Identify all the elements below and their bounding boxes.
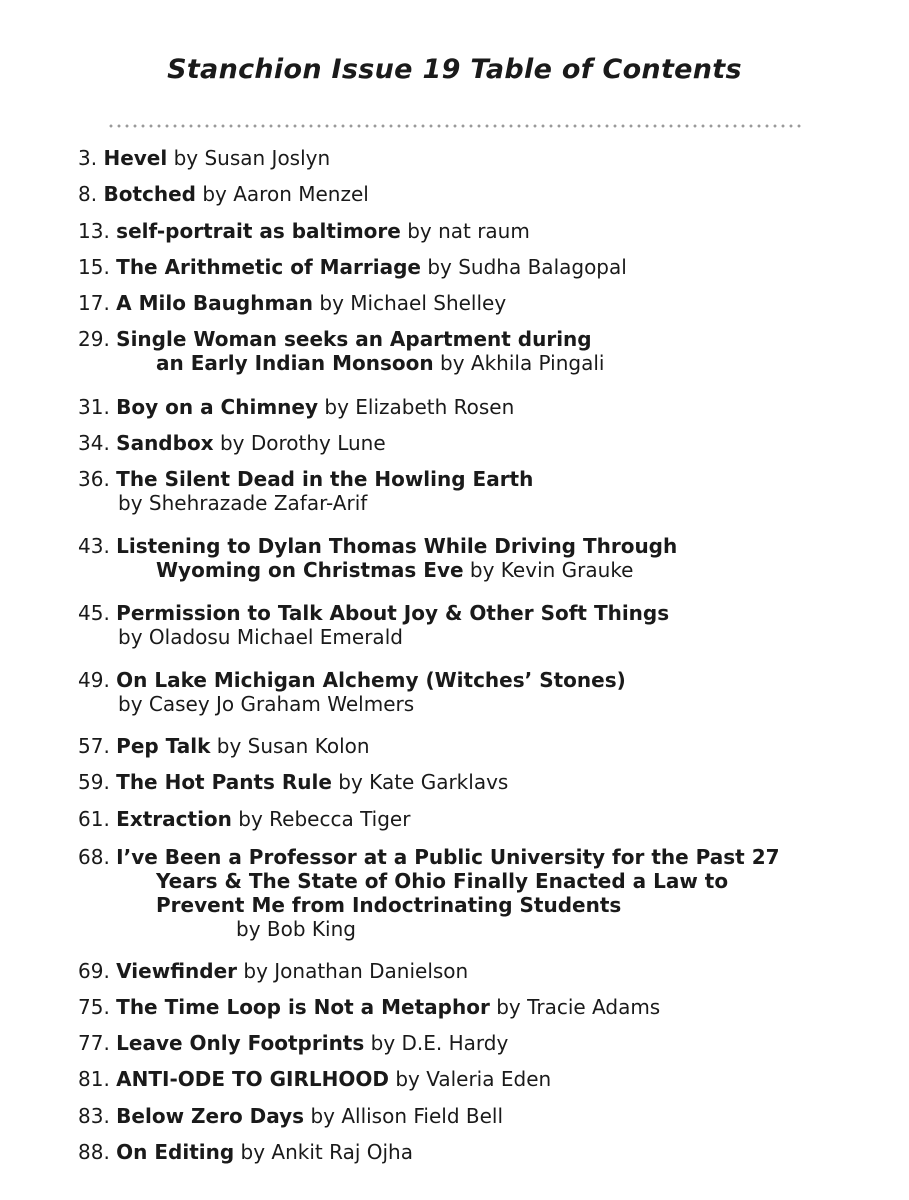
entry-title: Hevel xyxy=(103,146,168,170)
page-number: 29. xyxy=(78,327,110,351)
entry-author: by Susan Kolon xyxy=(216,734,370,758)
entry-title: On Lake Michigan Alchemy (Witches’ Stones) xyxy=(116,668,626,692)
toc-entry xyxy=(78,291,506,315)
entry-title: Single Woman seeks an Apartment during xyxy=(116,327,592,351)
toc-entry xyxy=(78,146,330,170)
toc-entry xyxy=(78,1104,503,1128)
entry-author: by Shehrazade Zafar-Arif xyxy=(118,491,368,515)
page-number: 81. xyxy=(78,1067,110,1091)
page-number: 36. xyxy=(78,467,110,491)
entry-title-continued: Wyoming on Christmas Eve xyxy=(156,558,464,582)
entry-author: by Elizabeth Rosen xyxy=(324,395,515,419)
entry-title: Viewfinder xyxy=(116,959,238,983)
page-number: 75. xyxy=(78,995,110,1019)
entry-author: by Jonathan Danielson xyxy=(243,959,469,983)
entry-title: Extraction xyxy=(116,807,232,831)
entry-title: Boy on a Chimney xyxy=(116,395,319,419)
page-number: 61. xyxy=(78,807,110,831)
toc-entry xyxy=(78,845,780,941)
entry-title: self-portrait as baltimore xyxy=(116,219,401,243)
page-number: 17. xyxy=(78,291,110,315)
entry-author: by Dorothy Lune xyxy=(219,431,386,455)
entry-title-continued: Years & The State of Ohio Finally Enacted a Law to xyxy=(156,869,729,893)
entry-author: by Kate Garklavs xyxy=(338,770,509,794)
entry-title: I’ve Been a Professor at a Public University for the Past 27 xyxy=(116,845,780,869)
entry-author: by Valeria Eden xyxy=(395,1067,552,1091)
entry-author: by Aaron Menzel xyxy=(202,182,369,206)
toc-entry xyxy=(78,668,626,716)
entry-author: by Michael Shelley xyxy=(319,291,507,315)
entry-title: Permission to Talk About Joy & Other Soft Things xyxy=(116,601,670,625)
toc-entry xyxy=(78,1140,413,1164)
page-number: 8. xyxy=(78,182,98,206)
entry-title: On Editing xyxy=(116,1140,235,1164)
toc-entry xyxy=(78,601,669,649)
entry-author: by Sudha Balagopal xyxy=(427,255,627,279)
entry-title-continued: Prevent Me from Indoctrinating Students xyxy=(156,893,622,917)
entry-author: by Kevin Grauke xyxy=(469,558,634,582)
entry-author: by Susan Joslyn xyxy=(173,146,331,170)
page-number: 45. xyxy=(78,601,110,625)
entry-title: The Arithmetic of Marriage xyxy=(116,255,421,279)
entry-title: ANTI-ODE TO GIRLHOOD xyxy=(116,1067,389,1091)
page-number: 3. xyxy=(78,146,98,170)
toc-entry xyxy=(78,395,514,419)
page-number: 59. xyxy=(78,770,110,794)
page-number: 43. xyxy=(78,534,110,558)
toc-entry xyxy=(78,534,677,582)
toc-entry xyxy=(78,1031,508,1055)
entry-title: Pep Talk xyxy=(116,734,211,758)
toc-entry xyxy=(78,807,410,831)
page-number: 77. xyxy=(78,1031,110,1055)
entry-title: The Time Loop is Not a Metaphor xyxy=(116,995,490,1019)
page-number: 13. xyxy=(78,219,110,243)
page-number: 49. xyxy=(78,668,110,692)
page-number: 69. xyxy=(78,959,110,983)
entry-title: Below Zero Days xyxy=(116,1104,305,1128)
entry-title-continued: an Early Indian Monsoon xyxy=(156,351,434,375)
entry-author: by Akhila Pingali xyxy=(440,351,605,375)
entry-author: by Bob King xyxy=(236,917,356,941)
page-number: 68. xyxy=(78,845,110,869)
toc-entry xyxy=(78,327,604,375)
toc-entry xyxy=(78,959,468,983)
toc-entry xyxy=(78,255,627,279)
toc-entry xyxy=(78,182,369,206)
page-title: Stanchion Issue 19 Table of Contents xyxy=(167,54,742,85)
entry-title: The Hot Pants Rule xyxy=(116,770,332,794)
entry-author: by Rebecca Tiger xyxy=(238,807,411,831)
toc-entry xyxy=(78,770,508,794)
entry-title: The Silent Dead in the Howling Earth xyxy=(116,467,534,491)
toc-entry xyxy=(78,431,386,455)
toc-entry xyxy=(78,219,530,243)
page-number: 15. xyxy=(78,255,110,279)
page-number: 57. xyxy=(78,734,110,758)
entry-author: by Allison Field Bell xyxy=(310,1104,504,1128)
entry-title: Sandbox xyxy=(116,431,214,455)
toc-entry xyxy=(78,734,370,758)
entry-author: by D.E. Hardy xyxy=(370,1031,509,1055)
toc-entry xyxy=(78,467,533,515)
entry-author: by Ankit Raj Ojha xyxy=(240,1140,413,1164)
entry-title: A Milo Baughman xyxy=(116,291,314,315)
entry-author: by nat raum xyxy=(407,219,530,243)
toc-entry xyxy=(78,1067,551,1091)
page-number: 31. xyxy=(78,395,110,419)
page-number: 34. xyxy=(78,431,110,455)
entry-author: by Oladosu Michael Emerald xyxy=(118,625,403,649)
toc-entry xyxy=(78,995,660,1019)
entry-title: Leave Only Footprints xyxy=(116,1031,365,1055)
entry-author: by Casey Jo Graham Welmers xyxy=(118,692,415,716)
entry-title: Botched xyxy=(103,182,196,206)
entry-author: by Tracie Adams xyxy=(496,995,661,1019)
entry-title: Listening to Dylan Thomas While Driving Through xyxy=(116,534,678,558)
page-number: 83. xyxy=(78,1104,110,1128)
page-number: 88. xyxy=(78,1140,110,1164)
